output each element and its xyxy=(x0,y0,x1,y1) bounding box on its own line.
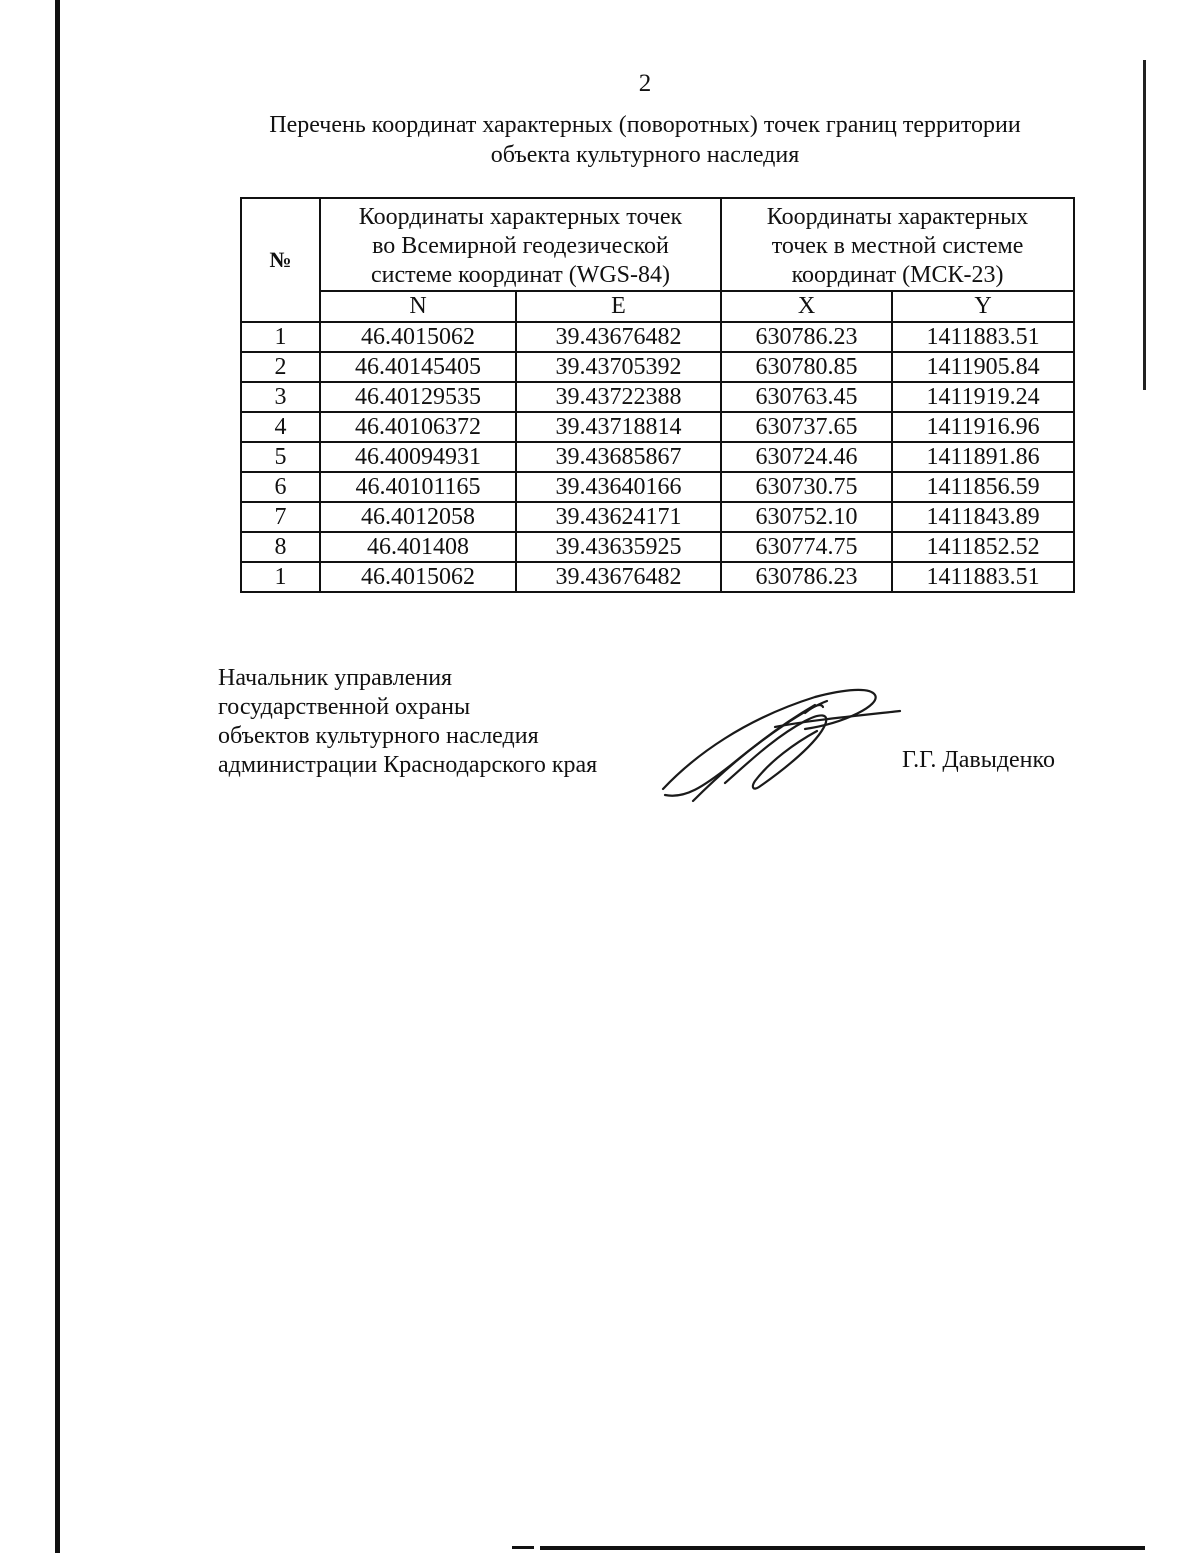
position-line: государственной охраны xyxy=(218,694,471,720)
header-line: Координаты характерных xyxy=(766,204,1029,230)
y-coordinate-cell: 1411856.59 xyxy=(892,472,1074,502)
point-number-cell: 6 xyxy=(241,472,320,502)
longitude-cell: 39.43640166 xyxy=(516,472,721,502)
latitude-cell: 46.40129535 xyxy=(320,382,516,412)
page-number: 2 xyxy=(638,70,652,97)
table-row xyxy=(241,322,1074,352)
y-coordinate-cell: 1411919.24 xyxy=(892,382,1074,412)
column-header-e: E xyxy=(516,291,721,322)
x-coordinate-cell: 630786.23 xyxy=(721,562,892,592)
latitude-cell: 46.40145405 xyxy=(320,352,516,382)
y-coordinate-cell: 1411843.89 xyxy=(892,502,1074,532)
column-header-y: Y xyxy=(892,291,1074,322)
column-header-x: X xyxy=(721,291,892,322)
longitude-cell: 39.43624171 xyxy=(516,502,721,532)
longitude-cell: 39.43635925 xyxy=(516,532,721,562)
title-line: Перечень координат характерных (поворотных) точек границ территории xyxy=(269,112,1021,138)
x-coordinate-cell: 630730.75 xyxy=(721,472,892,502)
latitude-cell: 46.4015062 xyxy=(320,322,516,352)
x-coordinate-cell: 630752.10 xyxy=(721,502,892,532)
scan-border-left xyxy=(55,0,60,1553)
signer-position xyxy=(218,664,597,780)
table-row xyxy=(241,502,1074,532)
header-line: Координаты характерных точек xyxy=(358,204,683,230)
point-number-cell: 2 xyxy=(241,352,320,382)
table-row xyxy=(241,472,1074,502)
y-coordinate-cell: 1411883.51 xyxy=(892,322,1074,352)
point-number-cell: 5 xyxy=(241,442,320,472)
header-line: координат (МСК-23) xyxy=(791,262,1004,288)
latitude-cell: 46.40101165 xyxy=(320,472,516,502)
document-title xyxy=(230,110,1060,170)
point-number-cell: 7 xyxy=(241,502,320,532)
longitude-cell: 39.43676482 xyxy=(516,322,721,352)
x-coordinate-cell: 630786.23 xyxy=(721,322,892,352)
signer-name: Г.Г. Давыденко xyxy=(902,747,1055,773)
table-row xyxy=(241,382,1074,412)
number-column-header: № xyxy=(241,198,320,322)
longitude-cell: 39.43705392 xyxy=(516,352,721,382)
longitude-cell: 39.43722388 xyxy=(516,382,721,412)
scan-border-bottom xyxy=(540,1546,1145,1550)
latitude-cell: 46.4012058 xyxy=(320,502,516,532)
wgs84-group-header xyxy=(320,198,721,291)
handwritten-signature xyxy=(655,683,905,808)
point-number-cell: 8 xyxy=(241,532,320,562)
y-coordinate-cell: 1411905.84 xyxy=(892,352,1074,382)
y-coordinate-cell: 1411883.51 xyxy=(892,562,1074,592)
x-coordinate-cell: 630763.45 xyxy=(721,382,892,412)
position-line: администрации Краснодарского края xyxy=(218,752,598,778)
title-line: объекта культурного наследия xyxy=(490,142,800,168)
column-header-n: N xyxy=(320,291,516,322)
point-number-cell: 1 xyxy=(241,562,320,592)
table-row xyxy=(241,562,1074,592)
y-coordinate-cell: 1411916.96 xyxy=(892,412,1074,442)
x-coordinate-cell: 630724.46 xyxy=(721,442,892,472)
y-coordinate-cell: 1411891.86 xyxy=(892,442,1074,472)
x-coordinate-cell: 630774.75 xyxy=(721,532,892,562)
x-coordinate-cell: 630737.65 xyxy=(721,412,892,442)
msk23-group-header xyxy=(721,198,1074,291)
scan-border-right xyxy=(1143,60,1146,390)
position-line: объектов культурного наследия xyxy=(218,723,539,749)
longitude-cell: 39.43718814 xyxy=(516,412,721,442)
point-number-cell: 4 xyxy=(241,412,320,442)
point-number-cell: 3 xyxy=(241,382,320,412)
table-row xyxy=(241,412,1074,442)
point-number-cell: 1 xyxy=(241,322,320,352)
latitude-cell: 46.40106372 xyxy=(320,412,516,442)
latitude-cell: 46.4015062 xyxy=(320,562,516,592)
header-line: системе координат (WGS-84) xyxy=(371,262,670,288)
latitude-cell: 46.401408 xyxy=(320,532,516,562)
header-line: во Всемирной геодезической xyxy=(372,233,669,259)
table-row xyxy=(241,352,1074,382)
header-line: точек в местной системе xyxy=(771,233,1024,259)
table-row xyxy=(241,442,1074,472)
latitude-cell: 46.40094931 xyxy=(320,442,516,472)
position-line: Начальник управления xyxy=(218,665,453,691)
table-subheader-row xyxy=(241,291,1074,322)
coordinates-table xyxy=(240,197,1075,593)
scan-border-bottom-dash xyxy=(512,1546,534,1549)
longitude-cell: 39.43676482 xyxy=(516,562,721,592)
table-header-row xyxy=(241,198,1074,291)
x-coordinate-cell: 630780.85 xyxy=(721,352,892,382)
y-coordinate-cell: 1411852.52 xyxy=(892,532,1074,562)
table-row xyxy=(241,532,1074,562)
longitude-cell: 39.43685867 xyxy=(516,442,721,472)
